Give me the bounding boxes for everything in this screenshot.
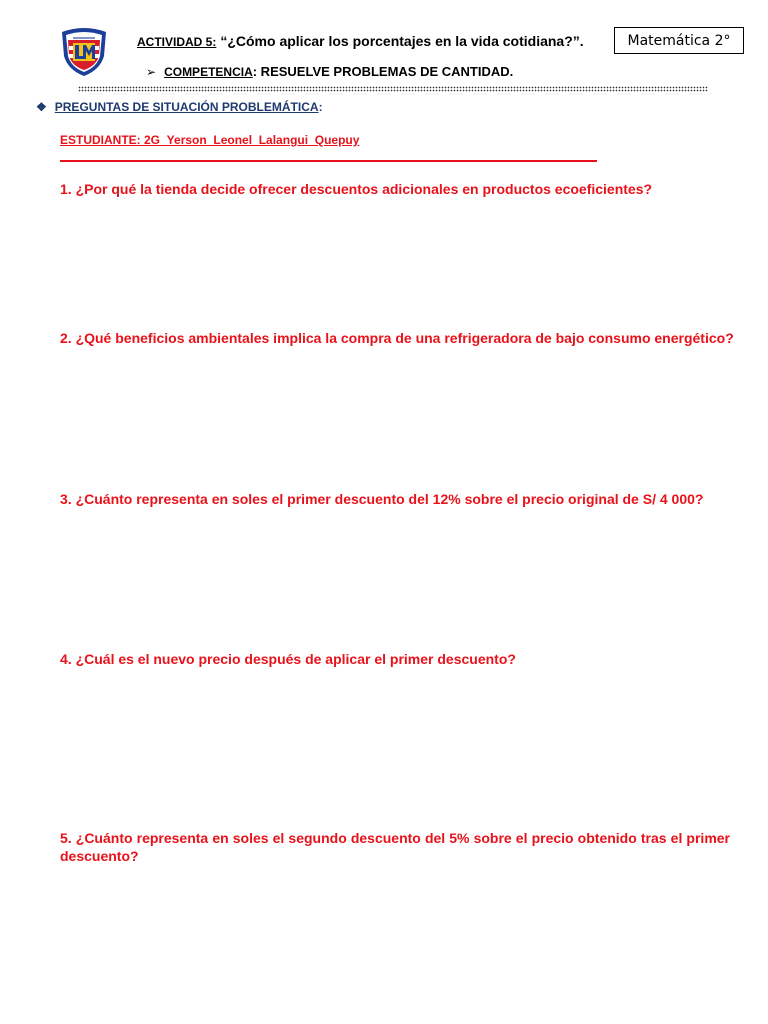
section-heading bbox=[36, 100, 323, 114]
red-divider bbox=[60, 160, 597, 162]
section-suffix: : bbox=[318, 100, 323, 114]
competencia-label: COMPETENCIA bbox=[164, 65, 253, 79]
question-1: 1. ¿Por qué la tienda decide ofrecer descuentos adicionales en productos ecoeficientes? bbox=[60, 181, 653, 197]
question-4: 4. ¿Cuál es el nuevo precio después de aplicar el primer descuento? bbox=[60, 651, 516, 667]
question-2: 2. ¿Qué beneficios ambientales implica la compra de una refrigeradora de bajo consumo energético? bbox=[60, 330, 734, 346]
activity-question: “¿Cómo aplicar los porcentajes en la vida cotidiana?”. bbox=[220, 33, 584, 49]
dotted-separator bbox=[78, 86, 708, 92]
competencia-line bbox=[146, 64, 513, 79]
activity-title bbox=[137, 33, 584, 49]
diamond-bullet-icon: ❖ bbox=[36, 100, 47, 114]
question-5: 5. ¿Cuánto representa en soles el segundo descuento del 5% sobre el precio obtenido tras el primer descuento? bbox=[60, 830, 730, 864]
subject-box: Matemática 2° bbox=[614, 27, 744, 54]
question-3: 3. ¿Cuánto representa en soles el primer descuento del 12% sobre el precio original de S/ 4 000? bbox=[60, 491, 704, 507]
competencia-text: : RESUELVE PROBLEMAS DE CANTIDAD. bbox=[252, 64, 514, 79]
arrowhead-bullet-icon: ➢ bbox=[146, 65, 157, 79]
student-name: ESTUDIANTE: 2G_Yerson_Leonel_Lalangui_Quepuy bbox=[60, 133, 360, 147]
school-crest-logo bbox=[58, 26, 110, 78]
section-label: PREGUNTAS DE SITUACIÓN PROBLEMÁTICA bbox=[54, 100, 319, 114]
activity-label: ACTIVIDAD 5: bbox=[137, 35, 217, 49]
